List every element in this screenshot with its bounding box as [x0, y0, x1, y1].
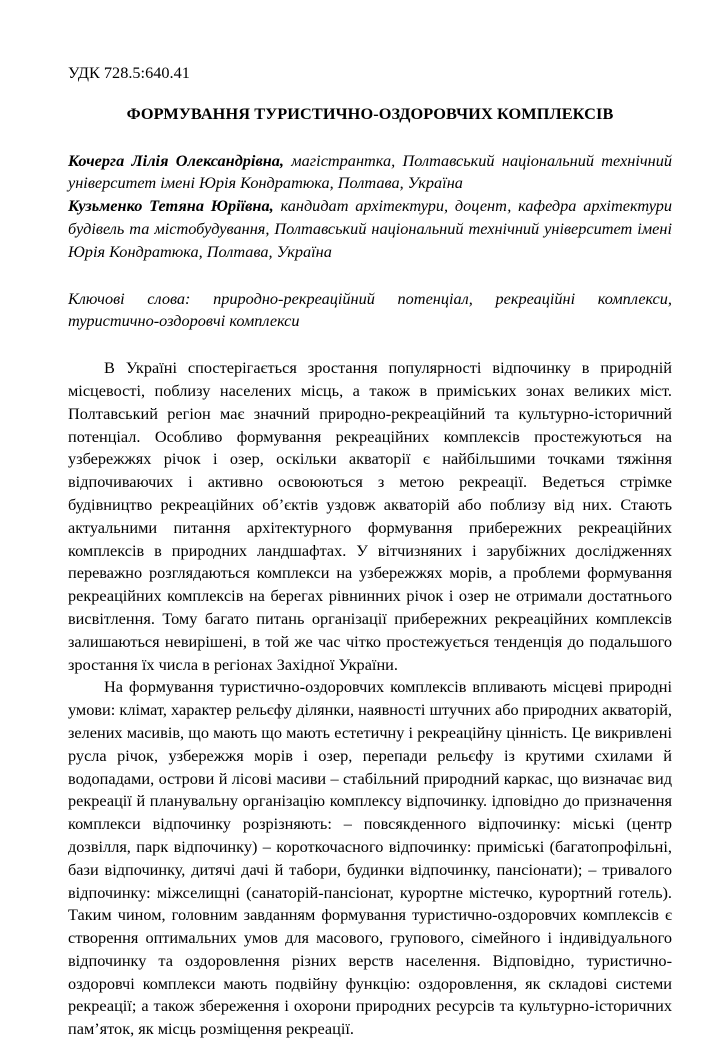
udc-code: УДК 728.5:640.41: [68, 63, 190, 82]
document-page: [68, 62, 672, 1041]
body-paragraph: На формування туристично-оздоровчих комплексів впливають місцеві природні умови: клімат, характер рельєфу ділянки, наявності штучних або природних акваторій, зелених масивів, що мають що мають естетичну і рекреаційну цінність. Це викривлені русла річок, узбережжя морів і озер, перепади рельєфу із крутими схилами й водопадами, острови й лісові масиви – стабільний природний каркас, що визначає вид рекреації й планувальну організацію комплексу відпочинку. ідповідно до призначення комплекси відпочинку розрізняють: – повсякденного відпочинку: міські (центр дозвілля, парк відпочинку) – короткочасного відпочинку: приміські (багатопрофільні, бази відпочинку, дитячі дачі й табори, будинки відпочинку, пансіонати); – тривалого відпочинку: міжселищні (санаторій-пансіонат, курортне містечко, курортний готель). Таким чином, головним завданням формування туристично-оздоровчих комплексів є створення оптимальних умов для масового, групового, сімейного і індивідуального відпочинку та оздоровлення різних верств населення. Відповідно, туристично-оздоровчі комплекси мають подвійну функцію: оздоровлення, як складові системи рекреації; а також збереження і охорони природних ресурсів та культурно-історичних пам’яток, як місць розміщення рекреації.: [68, 677, 672, 1039]
keywords: Ключові слова: природно-рекреаційний потенціал, рекреаційні комплекси, туристично-оздоровчі комплекси: [68, 288, 672, 331]
paper-title: ФОРМУВАННЯ ТУРИСТИЧНО-ОЗДОРОВЧИХ КОМПЛЕКСІВ: [126, 103, 614, 123]
author-name: Кочерга Лілія Олександрівна,: [68, 150, 284, 170]
author-affiliation: кандидат архітектури, доцент, кафедра архітектури будівель та містобудування, Полтавський національний технічний університет імені Юрія Кондратюка, Полтава, Україна: [68, 196, 672, 261]
author-affiliation: магістрантка, Полтавський національний технічний університет імені Юрія Кондратюка, Полтава, Україна: [68, 150, 672, 193]
body-paragraph: В Україні спостерігається зростання популярності відпочинку в природній місцевості, поблизу населених місць, а також в приміських зонах великих міст. Полтавський регіон має значний природно-рекреаційний та культурно-історичний потенціал. Особливо формування рекреаційних комплексів простежуються на узбережжях річок і озер, оскільки акваторії є найбільшими точками тяжіння відпочиваючих і активно освоюються з метою рекреації. Ведеться стрімке будівництво рекреаційних об’єктів уздовж акваторій або поблизу від них. Стають актуальними питання архітектурного формування прибережних рекреаційних комплексів в природних ландшафтах. У вітчизняних і зарубіжних дослідженнях переважно розглядаються комплекси на узбережжях морів, а проблеми формування рекреаційних комплексів на берегах рівнинних річок і озер не отримали достатнього висвітлення. Тому багато питань організації прибережних рекреаційних комплексів залишаються невирішені, в той же час чітко простежується тенденція до подальшого зростання їх числа в регіонах Західної України.: [68, 358, 672, 674]
author-name: Кузьменко Тетяна Юріївна,: [68, 196, 274, 216]
author-block: [68, 150, 672, 264]
